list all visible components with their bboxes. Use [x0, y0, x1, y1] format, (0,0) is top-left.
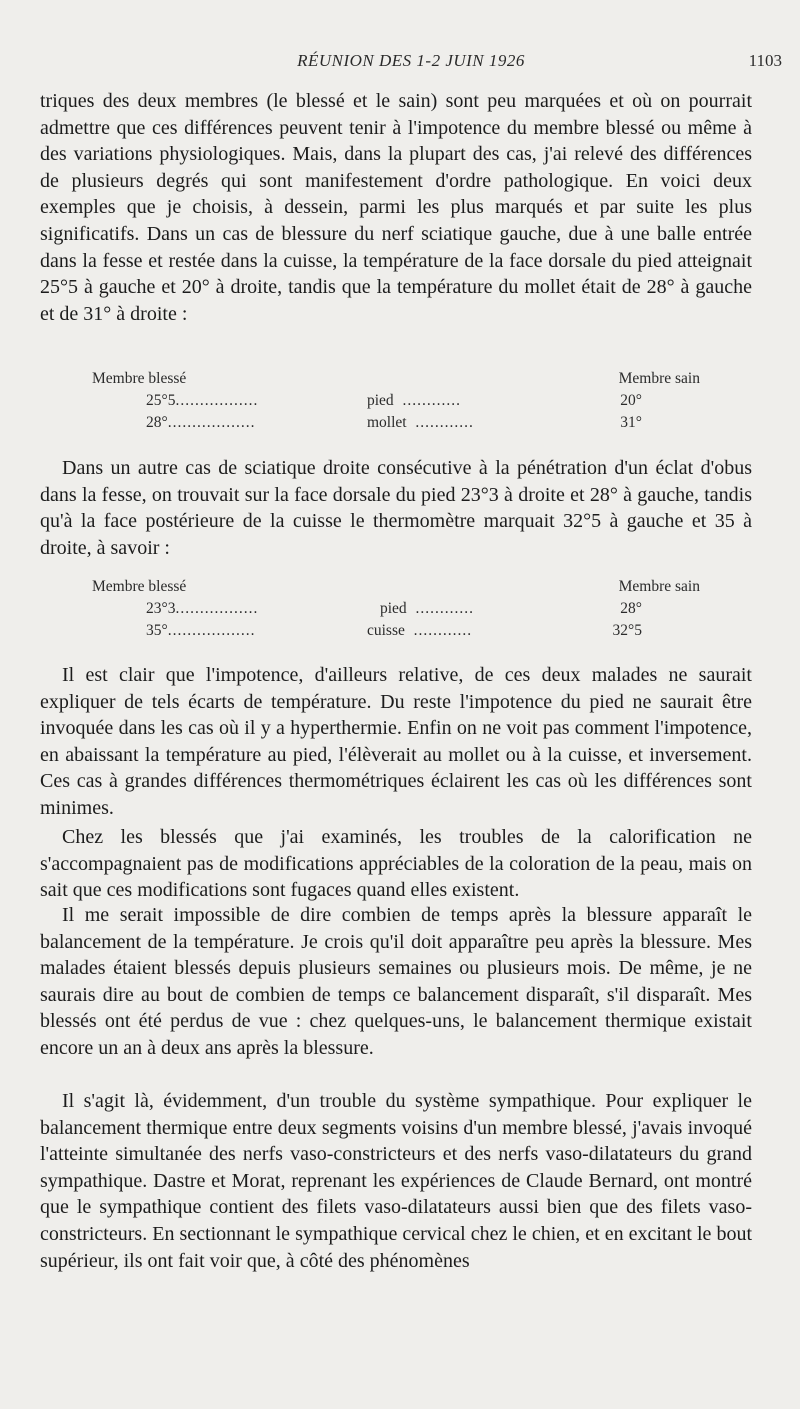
- temperature-table-2: [90, 576, 702, 642]
- segment-label: cuisse: [367, 622, 405, 639]
- running-head: [40, 50, 782, 72]
- paragraph-3: Il est clair que l'impotence, d'ailleurs relative, de ces deux malades ne saurait expliquer de tels écarts de température. Du reste l'impotence du pied ne saurait être invoquée dans les cas où il y a hyperthermie. Enfin on ne voit pas comment l'impotence, en abaissant la température au pied, l'élèverait au mollet ou à la cuisse, et inversement. Ces cas à grandes différences thermométriques éclairent les cas où les différences sont minimes.: [40, 664, 752, 819]
- dot-leader: ............: [408, 622, 473, 639]
- paragraph-4: Chez les blessés que j'ai examinés, les troubles de la calorification ne s'accompagnaient pas de modifications appréciables de la coloration de la peau, mais on sait que ces modifications sont fugaces quand elles existent.: [40, 826, 752, 902]
- table-row: [90, 412, 702, 434]
- header-injured-limb: Membre blessé: [92, 370, 187, 387]
- paragraph-5: Il me serait impossible de dire combien de temps après la blessure apparaît le balancement de la température. Je crois qu'il doit apparaître peu après la blessure. Mes malades étaient blessés depuis plusieurs semaines ou plusieurs mois. De même, je ne saurais dire au bout de combien de temps ce balancement disparaît, s'il disparaît. Mes blessés ont été perdus de vue : chez quelques-uns, le balancement thermique existait encore un an à deux ans après la blessure.: [40, 904, 752, 1059]
- paragraph-6: Il s'agit là, évidemment, d'un trouble du système sympathique. Pour expliquer le balancement thermique entre deux segments voisins d'un membre blessé, j'avais invoqué l'atteinte simultanée des nerfs vaso-constricteurs et des nerfs vaso-dilatateurs du grand sympathique. Dastre et Morat, reprenant les expériences de Claude Bernard, ont montré que le sympathique contient des filets vaso-dilatateurs aussi bien que des filets vaso-constricteurs. En sectionnant le sympathique cervical chez le chien, et en excitant le bout supérieur, ils ont fait voir que, à côté des phénomènes: [40, 1090, 752, 1272]
- dot-leader: ..................: [167, 414, 256, 431]
- healthy-value: 28°: [620, 600, 642, 617]
- paragraph-1: triques des deux membres (le blessé et le sain) sont peu marquées et où on pourrait admettre que ces différences peuvent tenir à l'impotence du membre blessé ou même à des variations physiologiques. Mais, dans la plupart des cas, j'ai relevé des différences de plusieurs degrés qui sont manifestement d'ordre pathologique. En voici deux exemples que je choisis, à dessein, parmi les plus marqués et par suite les plus significatifs. Dans un cas de blessure du nerf sciatique gauche, due à une balle entrée dans la fesse et restée dans la cuisse, la température de la face dorsale du pied atteignait 25°5 à gauche et 20° à droite, tandis que la température du mollet était de 28° à gauche et de 31° à droite :: [40, 90, 752, 325]
- segment-label: pied: [367, 392, 394, 409]
- paragraph-2: Dans un autre cas de sciatique droite consécutive à la pénétration d'un éclat d'obus dans la fesse, on trouvait sur la face dorsale du pied 23°3 à droite et 28° à gauche, tandis qu'à la face postérieure de la cuisse le thermomètre marquait 32°5 à gauche et 35 à droite, à savoir :: [40, 457, 752, 559]
- header-injured-limb: Membre blessé: [92, 578, 187, 595]
- injured-value: 35°: [146, 622, 168, 639]
- injured-value: 23°3: [146, 600, 176, 617]
- header-healthy-limb: Membre sain: [618, 578, 700, 595]
- table-row: [90, 598, 702, 620]
- temperature-table-1: [90, 368, 702, 434]
- healthy-value: 32°5: [612, 622, 642, 639]
- dot-leader: ............: [397, 392, 461, 409]
- segment-label: mollet: [367, 414, 407, 431]
- page-number: 1103: [748, 51, 782, 70]
- dot-leader: ............: [410, 600, 474, 617]
- table-row: [90, 390, 702, 412]
- dot-leader: .................: [175, 600, 259, 617]
- segment-label: pied: [380, 600, 407, 617]
- healthy-value: 20°: [620, 392, 642, 409]
- dot-leader: .................: [175, 392, 259, 409]
- healthy-value: 31°: [620, 414, 642, 431]
- injured-value: 28°: [146, 414, 168, 431]
- table-header-row: [90, 368, 702, 390]
- dot-leader: ............: [410, 414, 474, 431]
- injured-value: 25°5: [146, 392, 176, 409]
- dot-leader: ..................: [167, 622, 256, 639]
- running-title: RÉUNION DES 1-2 JUIN 1926: [297, 51, 525, 70]
- table-row: [90, 620, 702, 642]
- header-healthy-limb: Membre sain: [618, 370, 700, 387]
- table-header-row: [90, 576, 702, 598]
